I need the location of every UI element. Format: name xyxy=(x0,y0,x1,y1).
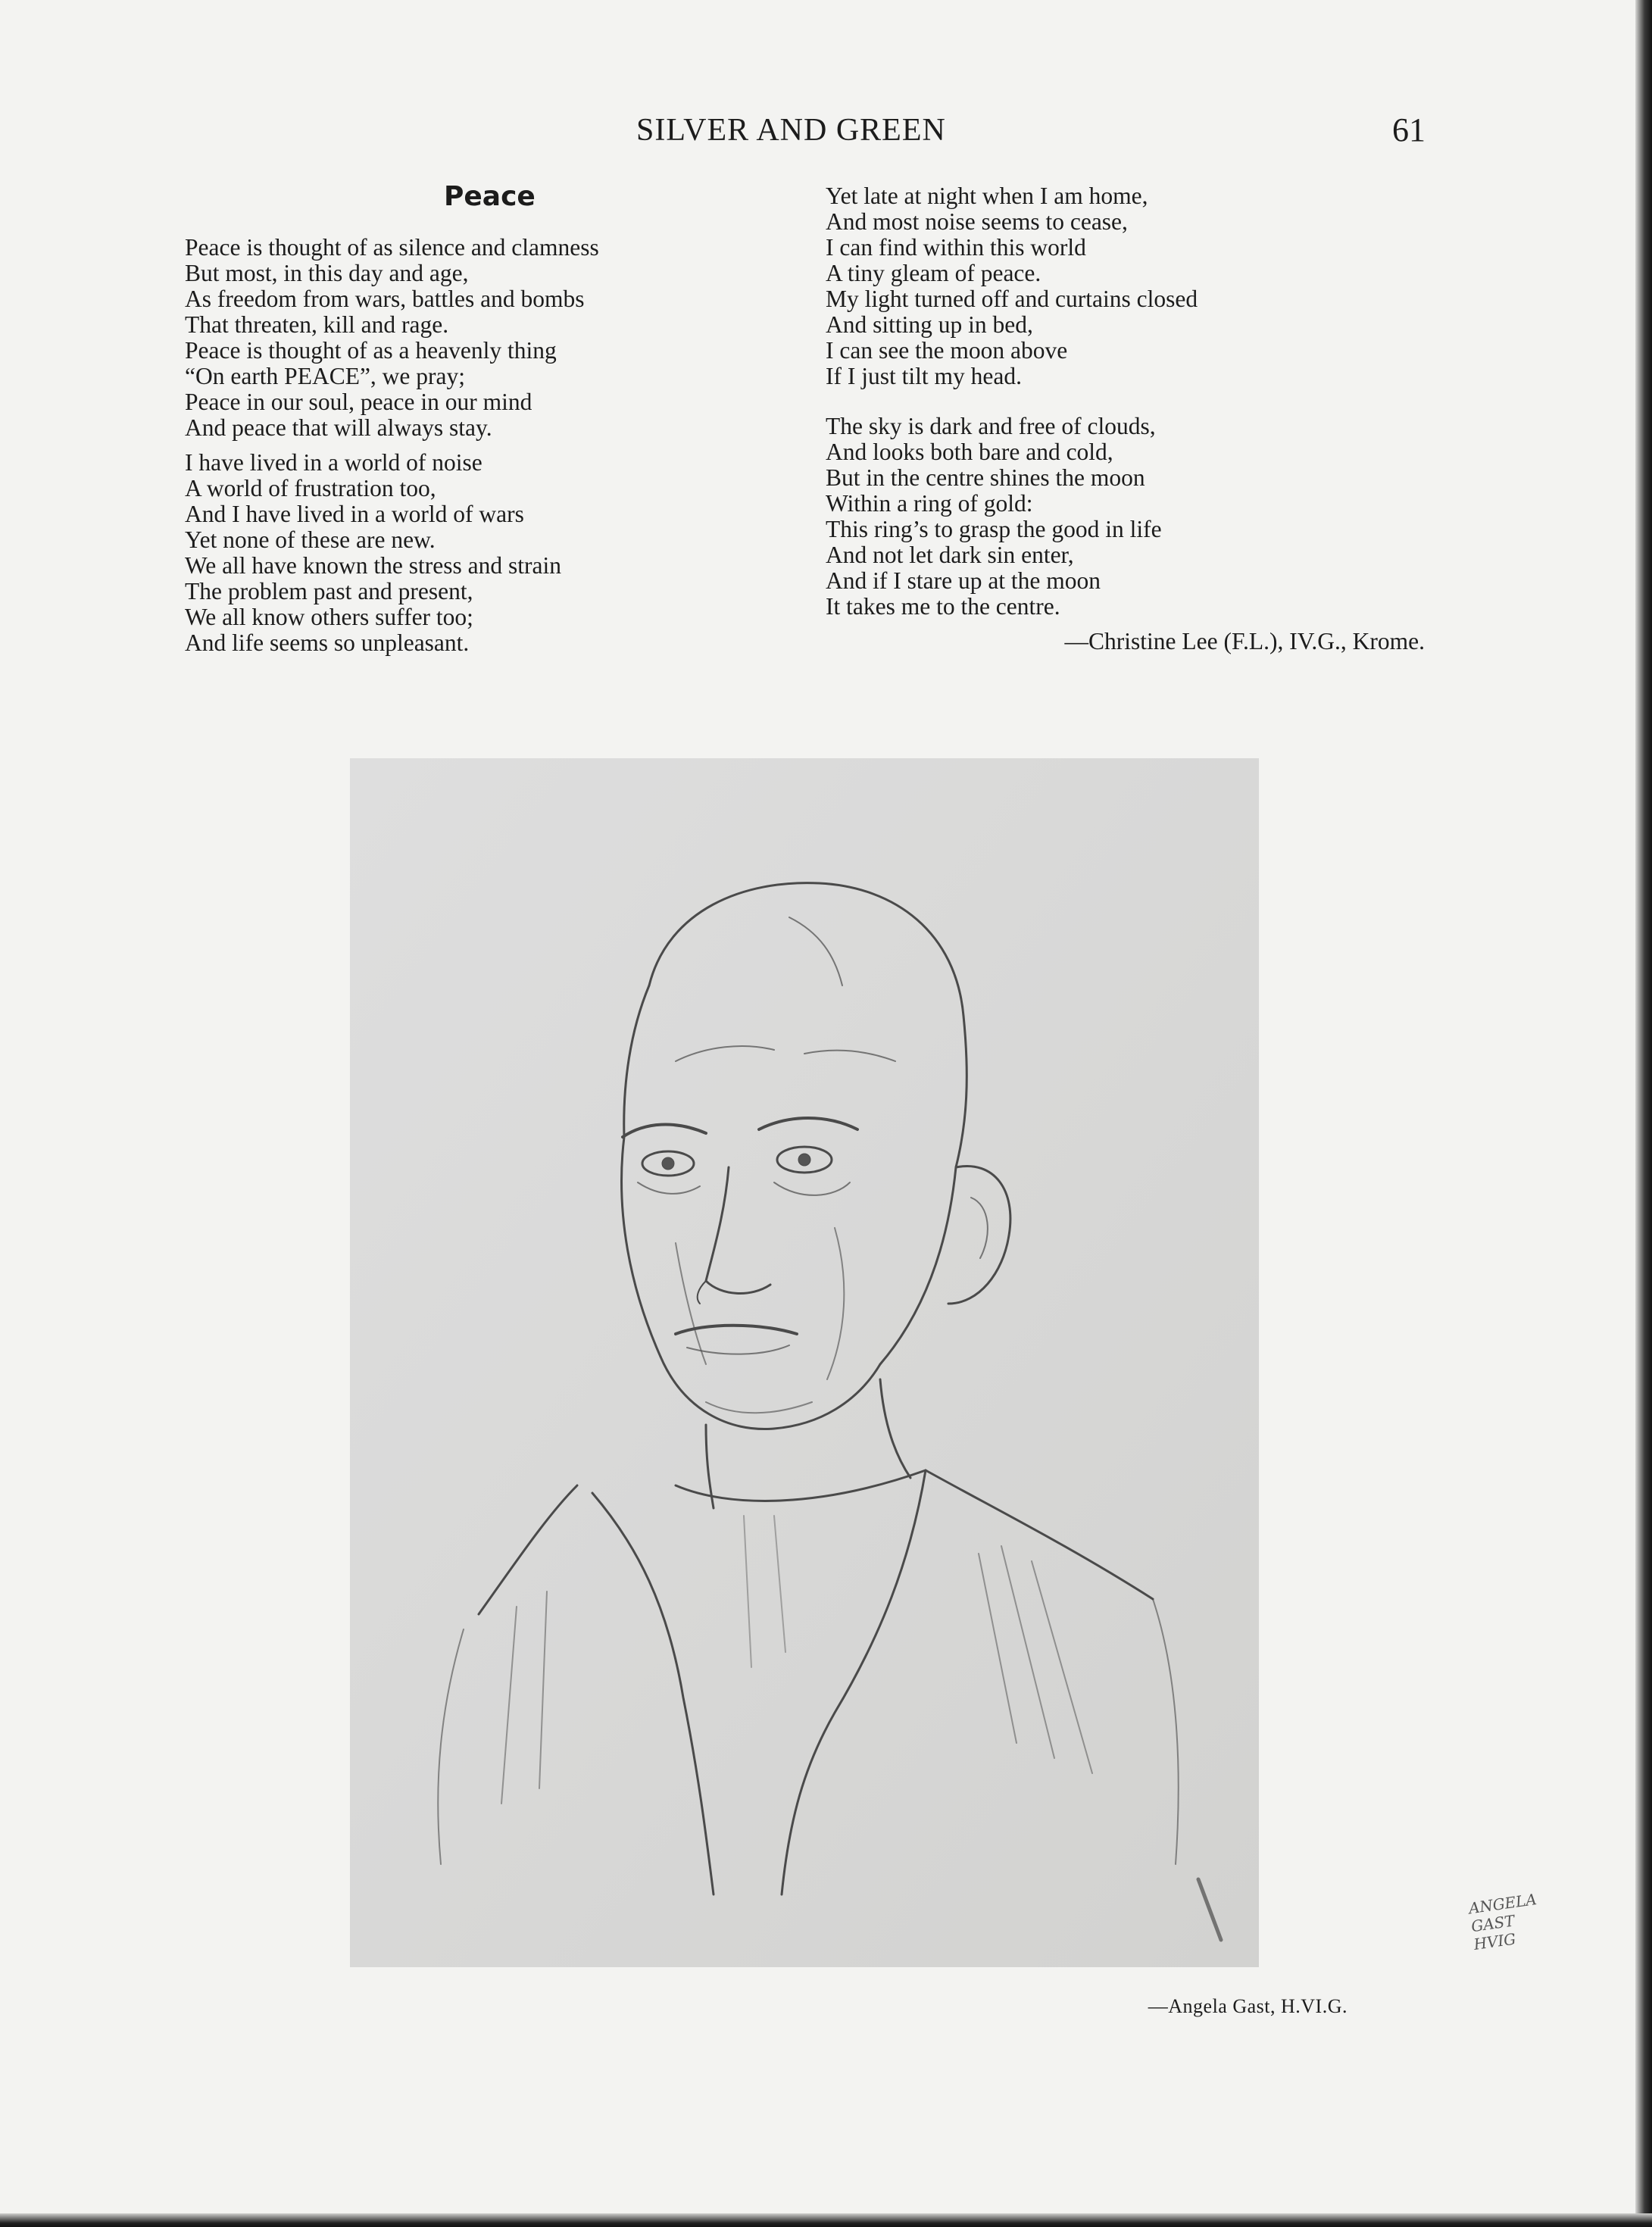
poem-line: I can see the moon above xyxy=(826,337,1068,364)
page-bottom-shadow xyxy=(0,2213,1652,2227)
poem-line: And sitting up in bed, xyxy=(826,311,1033,338)
running-title: SILVER AND GREEN xyxy=(636,113,946,148)
poem-line: It takes me to the centre. xyxy=(826,593,1060,620)
poem-line: Within a ring of gold: xyxy=(826,490,1033,517)
poem-line: A tiny gleam of peace. xyxy=(826,260,1041,286)
page-number: 61 xyxy=(1392,111,1426,148)
poem-line: That threaten, kill and rage. xyxy=(185,311,449,338)
poem-line: Peace in our soul, peace in our mind xyxy=(185,389,532,415)
poem-line: If I just tilt my head. xyxy=(826,363,1022,389)
portrait-sketch-drawing xyxy=(350,758,1259,1967)
poem-line: But most, in this day and age, xyxy=(185,260,469,286)
page-edge-shadow xyxy=(1635,0,1652,2227)
poem-line: And not let dark sin enter, xyxy=(826,542,1074,568)
poem-line: My light turned off and curtains closed xyxy=(826,286,1198,312)
artwork-credit: —Angela Gast, H.VI.G. xyxy=(1148,1995,1348,2017)
poem-line: Peace is thought of as a heavenly thing xyxy=(185,337,557,364)
poem-stanza-1 xyxy=(185,235,599,441)
poem-title: Peace xyxy=(444,181,536,212)
poem-line: We all have known the stress and strain xyxy=(185,552,561,579)
poem-line: And if I stare up at the moon xyxy=(826,567,1101,594)
poem-line: And most noise seems to cease, xyxy=(826,208,1128,235)
poem-line: Yet none of these are new. xyxy=(185,526,436,553)
poem-line: As freedom from wars, battles and bombs xyxy=(185,286,585,312)
poem-line: The sky is dark and free of clouds, xyxy=(826,413,1156,439)
poem-line: And peace that will always stay. xyxy=(185,414,492,441)
artist-signature: ANGELA GAST HVIG xyxy=(1467,1890,1538,1954)
poem-line: A world of frustration too, xyxy=(185,475,436,501)
poem-line: And life seems so unpleasant. xyxy=(185,629,470,656)
poem-line: We all know others suffer too; xyxy=(185,604,473,630)
poem-stanza-3 xyxy=(826,183,1198,389)
poem-line: But in the centre shines the moon xyxy=(826,464,1145,491)
poem-line: This ring’s to grasp the good in life xyxy=(826,516,1162,542)
poem-stanza-4 xyxy=(826,414,1162,620)
poem-line: I have lived in a world of noise xyxy=(185,449,482,476)
poem-credit: —Christine Lee (F.L.), IV.G., Krome. xyxy=(1064,628,1425,654)
poem-line: I can find within this world xyxy=(826,234,1086,261)
poem-line: The problem past and present, xyxy=(185,578,473,604)
poem-line: Peace is thought of as silence and clamness xyxy=(185,234,599,261)
poem-line: And looks both bare and cold, xyxy=(826,439,1113,465)
portrait-sketch xyxy=(350,758,1538,1967)
poem-line: Yet late at night when I am home, xyxy=(826,183,1148,209)
running-head xyxy=(0,108,1652,153)
poem-line: And I have lived in a world of wars xyxy=(185,501,524,527)
poem-stanza-2 xyxy=(185,450,561,656)
poem-line: “On earth PEACE”, we pray; xyxy=(185,363,466,389)
